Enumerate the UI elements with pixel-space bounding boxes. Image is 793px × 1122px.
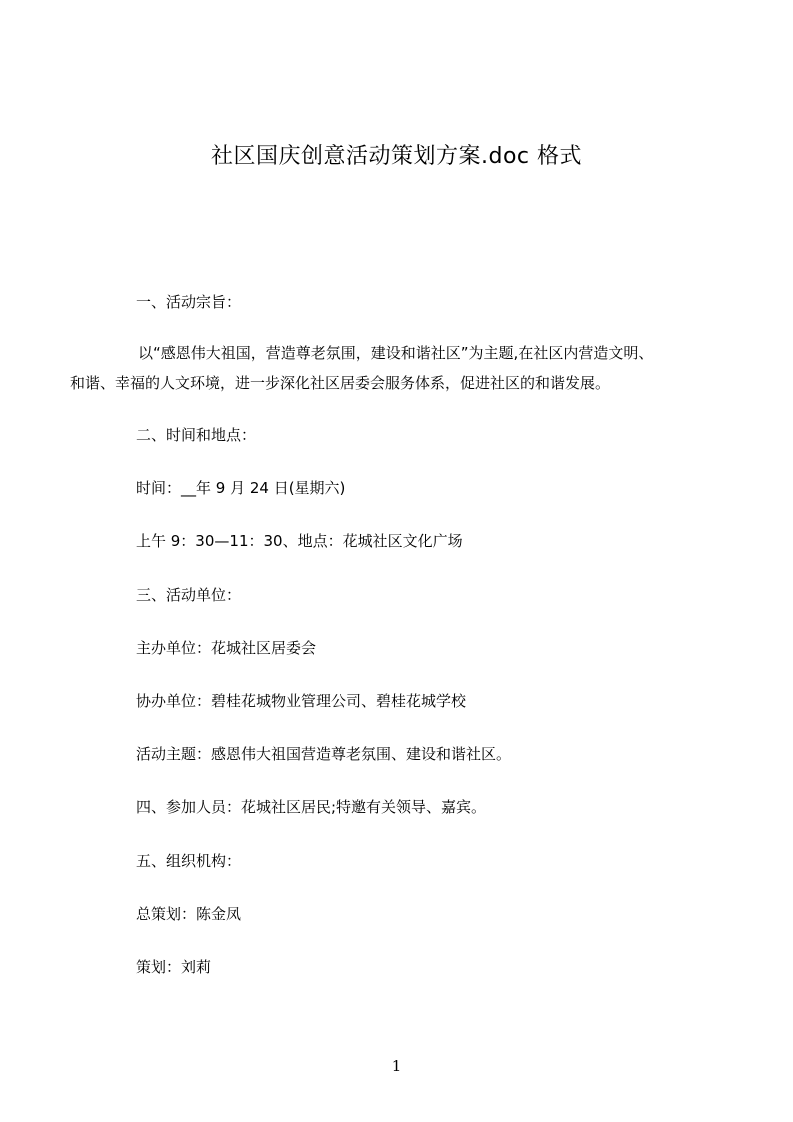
section1-heading: 一、活动宗旨： — [136, 293, 242, 311]
section1-paragraph-line1: 以“感恩伟大祖国，营造尊老氛围，建设和谐社区”为主题,在社区内营造文明、 — [138, 344, 654, 362]
theme-line: 活动主题：感恩伟大祖国营造尊老氛围、建设和谐社区。 — [136, 745, 512, 763]
time-line: 时间：__年 9 月 24 日(星期六) — [136, 479, 346, 497]
document-title: 社区国庆创意活动策划方案.doc 格式 — [210, 144, 582, 169]
section1-paragraph-line2: 和谐、幸福的人文环境，进一步深化社区居委会服务体系，促进社区的和谐发展。 — [70, 374, 611, 392]
planner-line: 策划：刘莉 — [136, 958, 212, 976]
page-number: 1 — [391, 1057, 402, 1075]
section5-heading: 五、组织机构： — [136, 852, 242, 870]
section4-line: 四、参加人员：花城社区居民;特邀有关领导、嘉宾。 — [136, 798, 487, 816]
section2-heading: 二、时间和地点： — [136, 426, 257, 444]
host-line: 主办单位：花城社区居委会 — [136, 639, 317, 657]
time-place-line: 上午 9：30—11：30、地点：花城社区文化广场 — [136, 532, 463, 550]
section3-heading: 三、活动单位： — [136, 586, 242, 604]
chief-planner-line: 总策划：陈金凤 — [136, 905, 242, 923]
section1-paragraph — [70, 338, 704, 398]
co-host-line: 协办单位：碧桂花城物业管理公司、碧桂花城学校 — [136, 692, 467, 710]
